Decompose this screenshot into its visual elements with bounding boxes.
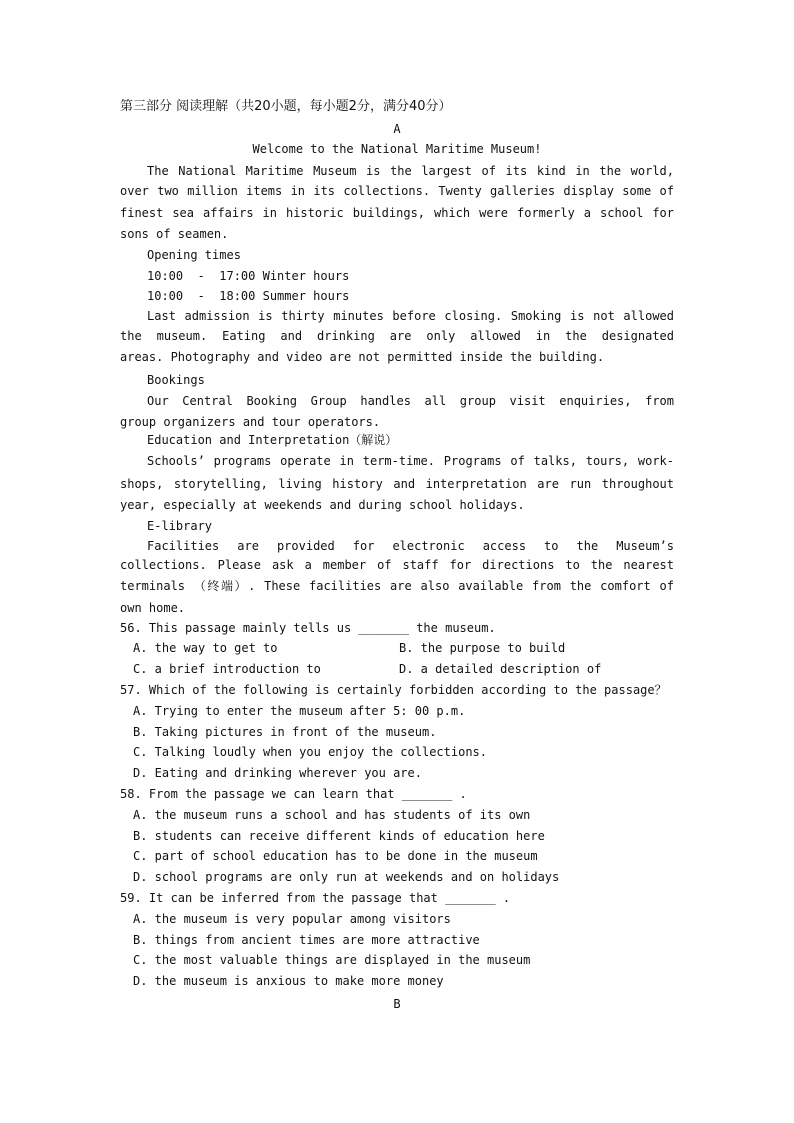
education-line: year, especially at weekends and during school holidays.	[120, 498, 525, 512]
passage-a-letter: A	[393, 122, 401, 136]
bookings-line: group organizers and tour operators.	[120, 415, 381, 429]
rules-line: Last admission is thirty minutes before closing. Smoking is not allowed	[147, 309, 674, 323]
option-d: D. a detailed description of	[399, 662, 602, 676]
education-heading: Education and Interpretation（解说）	[147, 433, 398, 447]
question-57-stem: 57. Which of the following is certainly forbidden according to the passage？	[120, 683, 667, 697]
question-56-options-row1	[133, 638, 674, 658]
question-58-stem: 58. From the passage we can learn that _______ .	[120, 787, 467, 801]
option-d: D. the museum is anxious to make more money	[133, 974, 444, 988]
intro-line: over two million items in its collections. Twenty galleries display some of	[120, 184, 674, 198]
bookings-line: Our Central Booking Group handles all group visit enquiries, from	[147, 394, 674, 408]
option-a: A. the museum is very popular among visitors	[133, 912, 451, 926]
option-c: C. the most valuable things are displayed in the museum	[133, 953, 531, 967]
option-c: C. Talking loudly when you enjoy the collections.	[133, 745, 488, 759]
opening-times-heading: Opening times	[147, 248, 241, 262]
option-a: A. the way to get to	[133, 641, 278, 655]
option-a: A. Trying to enter the museum after 5: 00 p.m.	[133, 704, 466, 718]
bookings-heading: Bookings	[147, 373, 205, 387]
option-b: B. things from ancient times are more attractive	[133, 933, 480, 947]
elibrary-line: collections. Please ask a member of staff for directions to the nearest	[120, 558, 674, 572]
passage-a-title: Welcome to the National Maritime Museum!	[252, 142, 542, 156]
elibrary-line: Facilities are provided for electronic access to the Museum’s	[147, 539, 674, 553]
intro-line: finest sea affairs in historic buildings, which were formerly a school for	[120, 206, 674, 220]
option-d: D. Eating and drinking wherever you are.	[133, 766, 422, 780]
option-c: C. part of school education has to be done in the museum	[133, 849, 538, 863]
intro-line: The National Maritime Museum is the largest of its kind in the world,	[147, 164, 674, 178]
option-b: B. Taking pictures in front of the museum.	[133, 725, 437, 739]
rules-line: areas. Photography and video are not permitted inside the building.	[120, 350, 605, 364]
summer-hours: 10:00 - 18:00 Summer hours	[147, 289, 350, 303]
option-d: D. school programs are only run at weekends and on holidays	[133, 870, 560, 884]
question-56-stem: 56. This passage mainly tells us _______ the museum.	[120, 621, 496, 635]
elibrary-line: own home.	[120, 601, 186, 615]
option-b: B. the purpose to build	[399, 641, 566, 655]
passage-b-letter: B	[393, 997, 401, 1011]
elibrary-line: terminals （终端）. These facilities are also available from the comfort of	[120, 579, 674, 593]
question-59-stem: 59. It can be inferred from the passage that _______ .	[120, 891, 511, 905]
option-b: B. students can receive different kinds of education here	[133, 829, 545, 843]
option-c: C. a brief introduction to	[133, 662, 321, 676]
elibrary-heading: E-library	[147, 519, 213, 533]
education-line: shops, storytelling, living history and interpretation are run throughout	[120, 477, 674, 491]
rules-line: the museum. Eating and drinking are only allowed in the designated	[120, 329, 674, 343]
section-header: 第三部分 阅读理解（共20小题，每小题2分，满分40分）	[120, 99, 452, 114]
intro-line: sons of seamen.	[120, 227, 229, 241]
question-56-options-row2	[133, 659, 674, 679]
option-a: A. the museum runs a school and has students of its own	[133, 808, 531, 822]
winter-hours: 10:00 - 17:00 Winter hours	[147, 269, 350, 283]
education-line: Schools’ programs operate in term-time. Programs of talks, tours, work-	[147, 454, 674, 468]
